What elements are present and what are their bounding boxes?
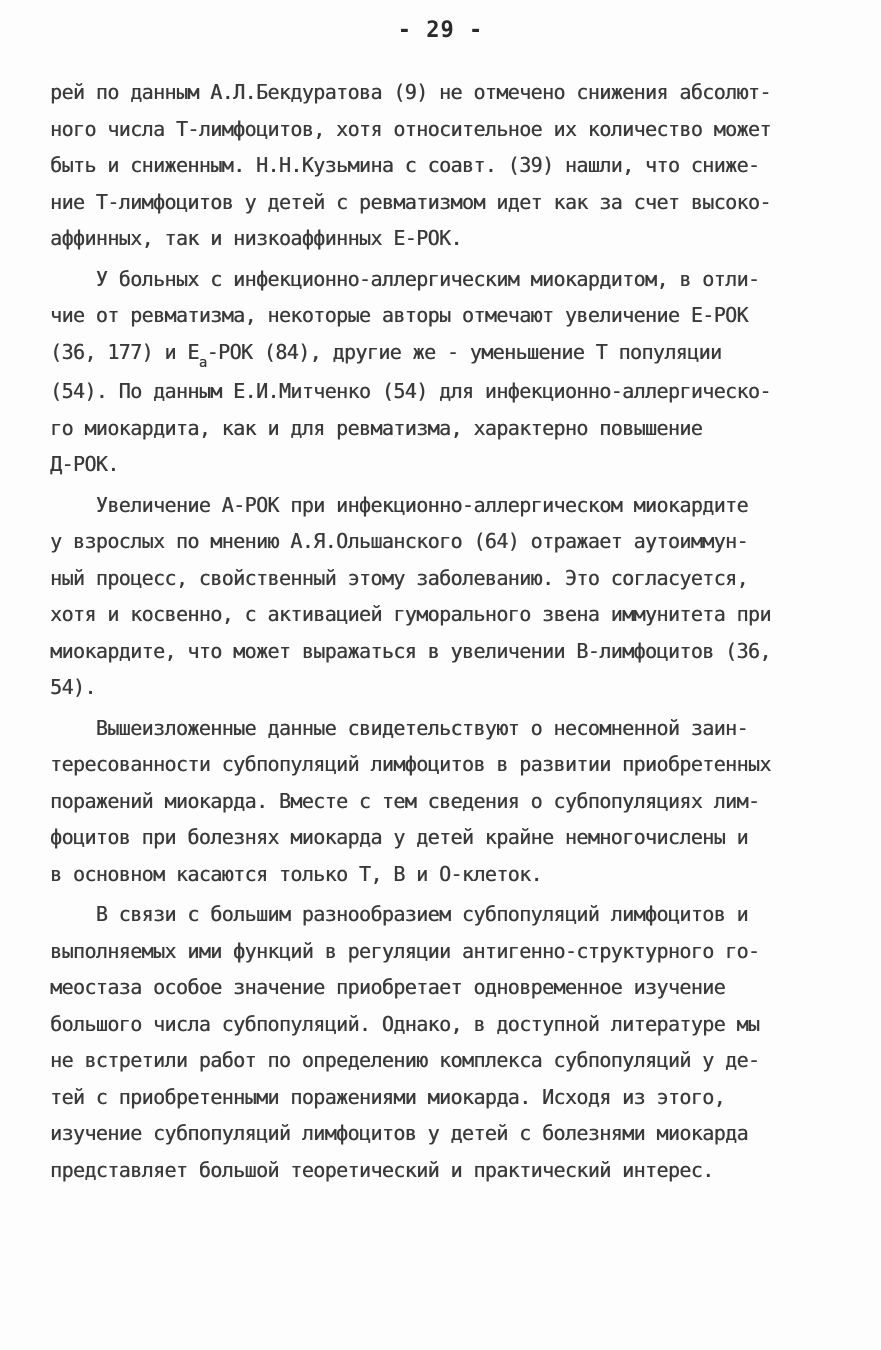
text-line: тересованности субпопуляций лимфоцитов в развитии приобретенных [50, 752, 771, 776]
text-line: изучение субпопуляций лимфоцитов у детей с болезнями миокарда [50, 1121, 748, 1145]
text-line: У больных с инфекционно-аллергическим миокардитом, в отли- [50, 266, 760, 291]
text-line: Вышеизложенные данные свидетельствуют о несомненной заин- [50, 715, 748, 740]
text-line: меостаза особое значение приобретает одновременное изучение [50, 975, 726, 999]
paragraph-2 [50, 261, 830, 483]
paragraph-4 [50, 710, 830, 893]
text-line: аффинных, так и низкоаффинных Е-РОК. [50, 226, 462, 250]
text-line: го миокардита, как и для ревматизма, характерно повышение [50, 415, 703, 440]
text-line: тей с приобретенными поражениями миокарда. Исходя из этого, [50, 1084, 726, 1109]
page-number: - 29 - [397, 18, 484, 43]
text-line: ние Т-лимфоцитов у детей с ревматизмом идет как за счет высоко- [50, 189, 771, 214]
text-line: Д-РОК. [50, 452, 119, 476]
text-line: ный процесс, свойственный этому заболеванию. Это согласуется, [50, 565, 748, 590]
text-line: рей по данным А.Л.Бекдуратова (9) не отмечено снижения абсолют- [50, 80, 771, 104]
text-line: выполняемых ими функций в регуляции антигенно-структурного го- [50, 938, 760, 963]
text-line: 54). [50, 675, 96, 699]
paragraph-3 [50, 487, 830, 706]
text-line: поражений миокарда. Вместе с тем сведения о субпопуляциях лим- [50, 788, 760, 813]
text-line-with-subscript [50, 334, 830, 374]
text-line: (54). По данным Е.И.Митченко (54) для инфекционно-аллергическо- [50, 379, 771, 403]
body-text [50, 74, 830, 1192]
text-line: не встретили работ по определению комплекса субпопуляций у де- [50, 1048, 760, 1072]
text-segment: (36, 177) и Е [50, 339, 199, 364]
text-line: В связи с большим разнообразием субпопуляций лимфоцитов и [50, 902, 748, 926]
subscript: а [198, 354, 207, 371]
paragraph-5 [50, 896, 830, 1188]
text-segment: -РОК (84), другие же - уменьшение Т популяции [206, 339, 722, 364]
text-line: представляет большой теоретический и практический интерес. [50, 1157, 714, 1182]
text-line: миокардите, что может выражаться в увеличении В-лимфоцитов (36, [50, 638, 771, 663]
text-line: фоцитов при болезнях миокарда у детей крайне немногочислены и [50, 825, 748, 849]
paragraph-1 [50, 74, 830, 257]
text-line: большого числа субпопуляций. Однако, в доступной литературе мы [50, 1011, 760, 1036]
text-line: Увеличение А-РОК при инфекционно-аллергическом миокардите [50, 492, 748, 517]
text-line: ного числа Т-лимфоцитов, хотя относительное их количество может [50, 116, 771, 141]
text-line: чие от ревматизма, некоторые авторы отмечают увеличение Е-РОК [50, 303, 748, 327]
text-line: в основном касаются только Т, В и О-клеток. [50, 861, 542, 886]
text-line: быть и сниженным. Н.Н.Кузьмина с соавт. (39) нашли, что сниже- [50, 153, 760, 177]
text-line: у взрослых по мнению А.Я.Ольшанского (64) отражает аутоиммун- [50, 529, 748, 553]
text-line: хотя и косвенно, с активацией гуморального звена иммунитета при [50, 602, 771, 626]
